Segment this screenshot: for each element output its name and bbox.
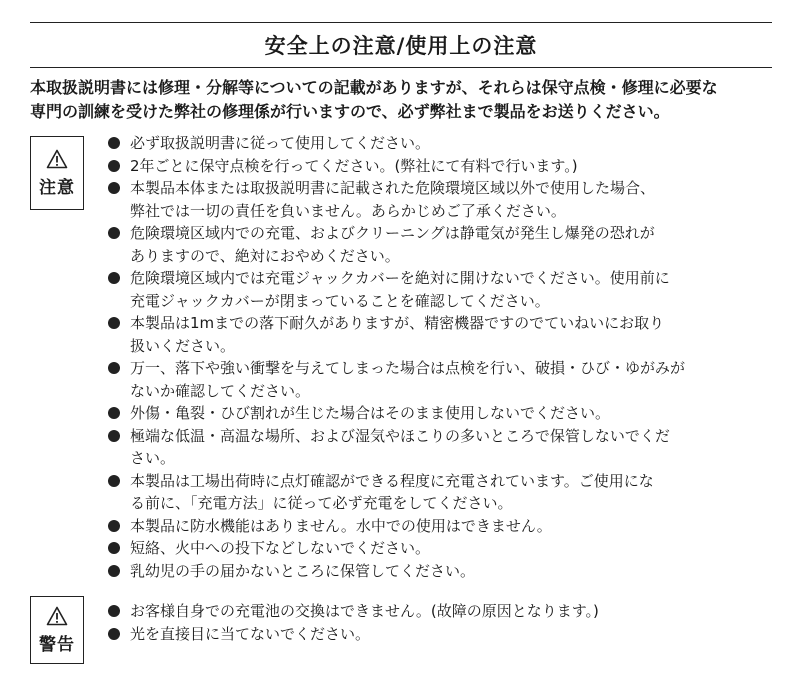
list-item: [106, 560, 786, 583]
list-item-text: 乳幼児の手の届かないところに保管してください。: [130, 561, 476, 580]
caution-list: [106, 132, 786, 582]
list-item: [106, 177, 786, 222]
bullet-icon: [108, 317, 120, 329]
list-item: [106, 267, 786, 312]
list-item-text: 本製品は工場出荷時に点灯確認ができる程度に充電されています。ご使用にな る前に、「充電方法」に従って必ず充電をしてください。: [130, 471, 654, 512]
list-item-text: 短絡、火中への投下などしないでください。: [130, 539, 431, 557]
bullet-icon: [108, 362, 120, 374]
list-item-text: 本製品に防水機能はありません。水中での使用はできません。: [130, 516, 552, 535]
list-item: [106, 623, 786, 646]
bullet-icon: [108, 542, 120, 554]
warning-label: 警告: [39, 634, 75, 655]
bullet-icon: [108, 137, 120, 149]
intro-text: [30, 76, 780, 124]
list-item: [106, 132, 786, 155]
list-item-text: 危険環境区域内での充電、およびクリーニングは静電気が発生し爆発の恐れが ありますので、絶対におやめください。: [130, 224, 655, 265]
list-item: [106, 537, 786, 560]
warning-triangle-icon: [46, 149, 68, 169]
bullet-icon: [108, 475, 120, 487]
list-item: [106, 600, 786, 623]
list-item-text: 危険環境区域内では充電ジャックカバーを絶対に開けないでください。使用前に 充電ジャックカバーが閉まっていることを確認してください。: [130, 269, 670, 310]
caution-label: 注意: [39, 177, 75, 198]
bullet-icon: [108, 628, 120, 640]
bullet-icon: [108, 182, 120, 194]
list-item-text: 必ず取扱説明書に従って使用してください。: [130, 134, 431, 152]
list-item-text: 本製品本体または取扱説明書に記載された危険環境区域以外で使用した場合、 弊社では一切の責任を負いません。あらかじめご了承ください。: [130, 179, 656, 220]
caution-label-box: [30, 136, 84, 210]
warning-triangle-icon: [46, 606, 68, 626]
bullet-icon: [108, 520, 120, 532]
list-item: [106, 402, 786, 425]
list-item: [106, 222, 786, 267]
bullet-icon: [108, 430, 120, 442]
bullet-icon: [108, 160, 120, 172]
bullet-icon: [108, 227, 120, 239]
warning-list: [106, 600, 786, 645]
warning-label-box: [30, 596, 84, 664]
bullet-icon: [108, 272, 120, 284]
intro-line: 本取扱説明書には修理・分解等についての記載がありますが、それらは保守点検・修理に必要な: [30, 78, 718, 97]
bullet-icon: [108, 407, 120, 419]
list-item: [106, 357, 786, 402]
list-item: [106, 425, 786, 470]
list-item-text: 2年ごとに保守点検を行ってください。(弊社にて有料で行います。): [130, 156, 578, 175]
list-item-text: 本製品は1mまでの落下耐久がありますが、精密機器ですのでていねいにお取り 扱いください。: [130, 314, 665, 355]
bullet-icon: [108, 565, 120, 577]
list-item-text: お客様自身での充電池の交換はできません。(故障の原因となります。): [130, 602, 599, 620]
list-item-text: 極端な低温・高温な場所、および湿気やほこりの多いところで保管しないでくだ さい。: [130, 426, 670, 467]
list-item: [106, 470, 786, 515]
list-item-text: 万一、落下や強い衝撃を与えてしまった場合は点検を行い、破損・ひび・ゆがみが ないか確認してください。: [130, 359, 686, 400]
list-item-text: 光を直接目に当てないでください。: [130, 624, 371, 643]
intro-line: 専門の訓練を受けた弊社の修理係が行いますので、必ず弊社まで製品をお送りください。: [30, 102, 670, 121]
list-item: [106, 155, 786, 178]
list-item: [106, 312, 786, 357]
page-title: 安全上の注意/使用上の注意: [30, 22, 772, 68]
list-item: [106, 515, 786, 538]
list-item-text: 外傷・亀裂・ひび割れが生じた場合はそのまま使用しないでください。: [130, 404, 611, 422]
bullet-icon: [108, 605, 120, 617]
